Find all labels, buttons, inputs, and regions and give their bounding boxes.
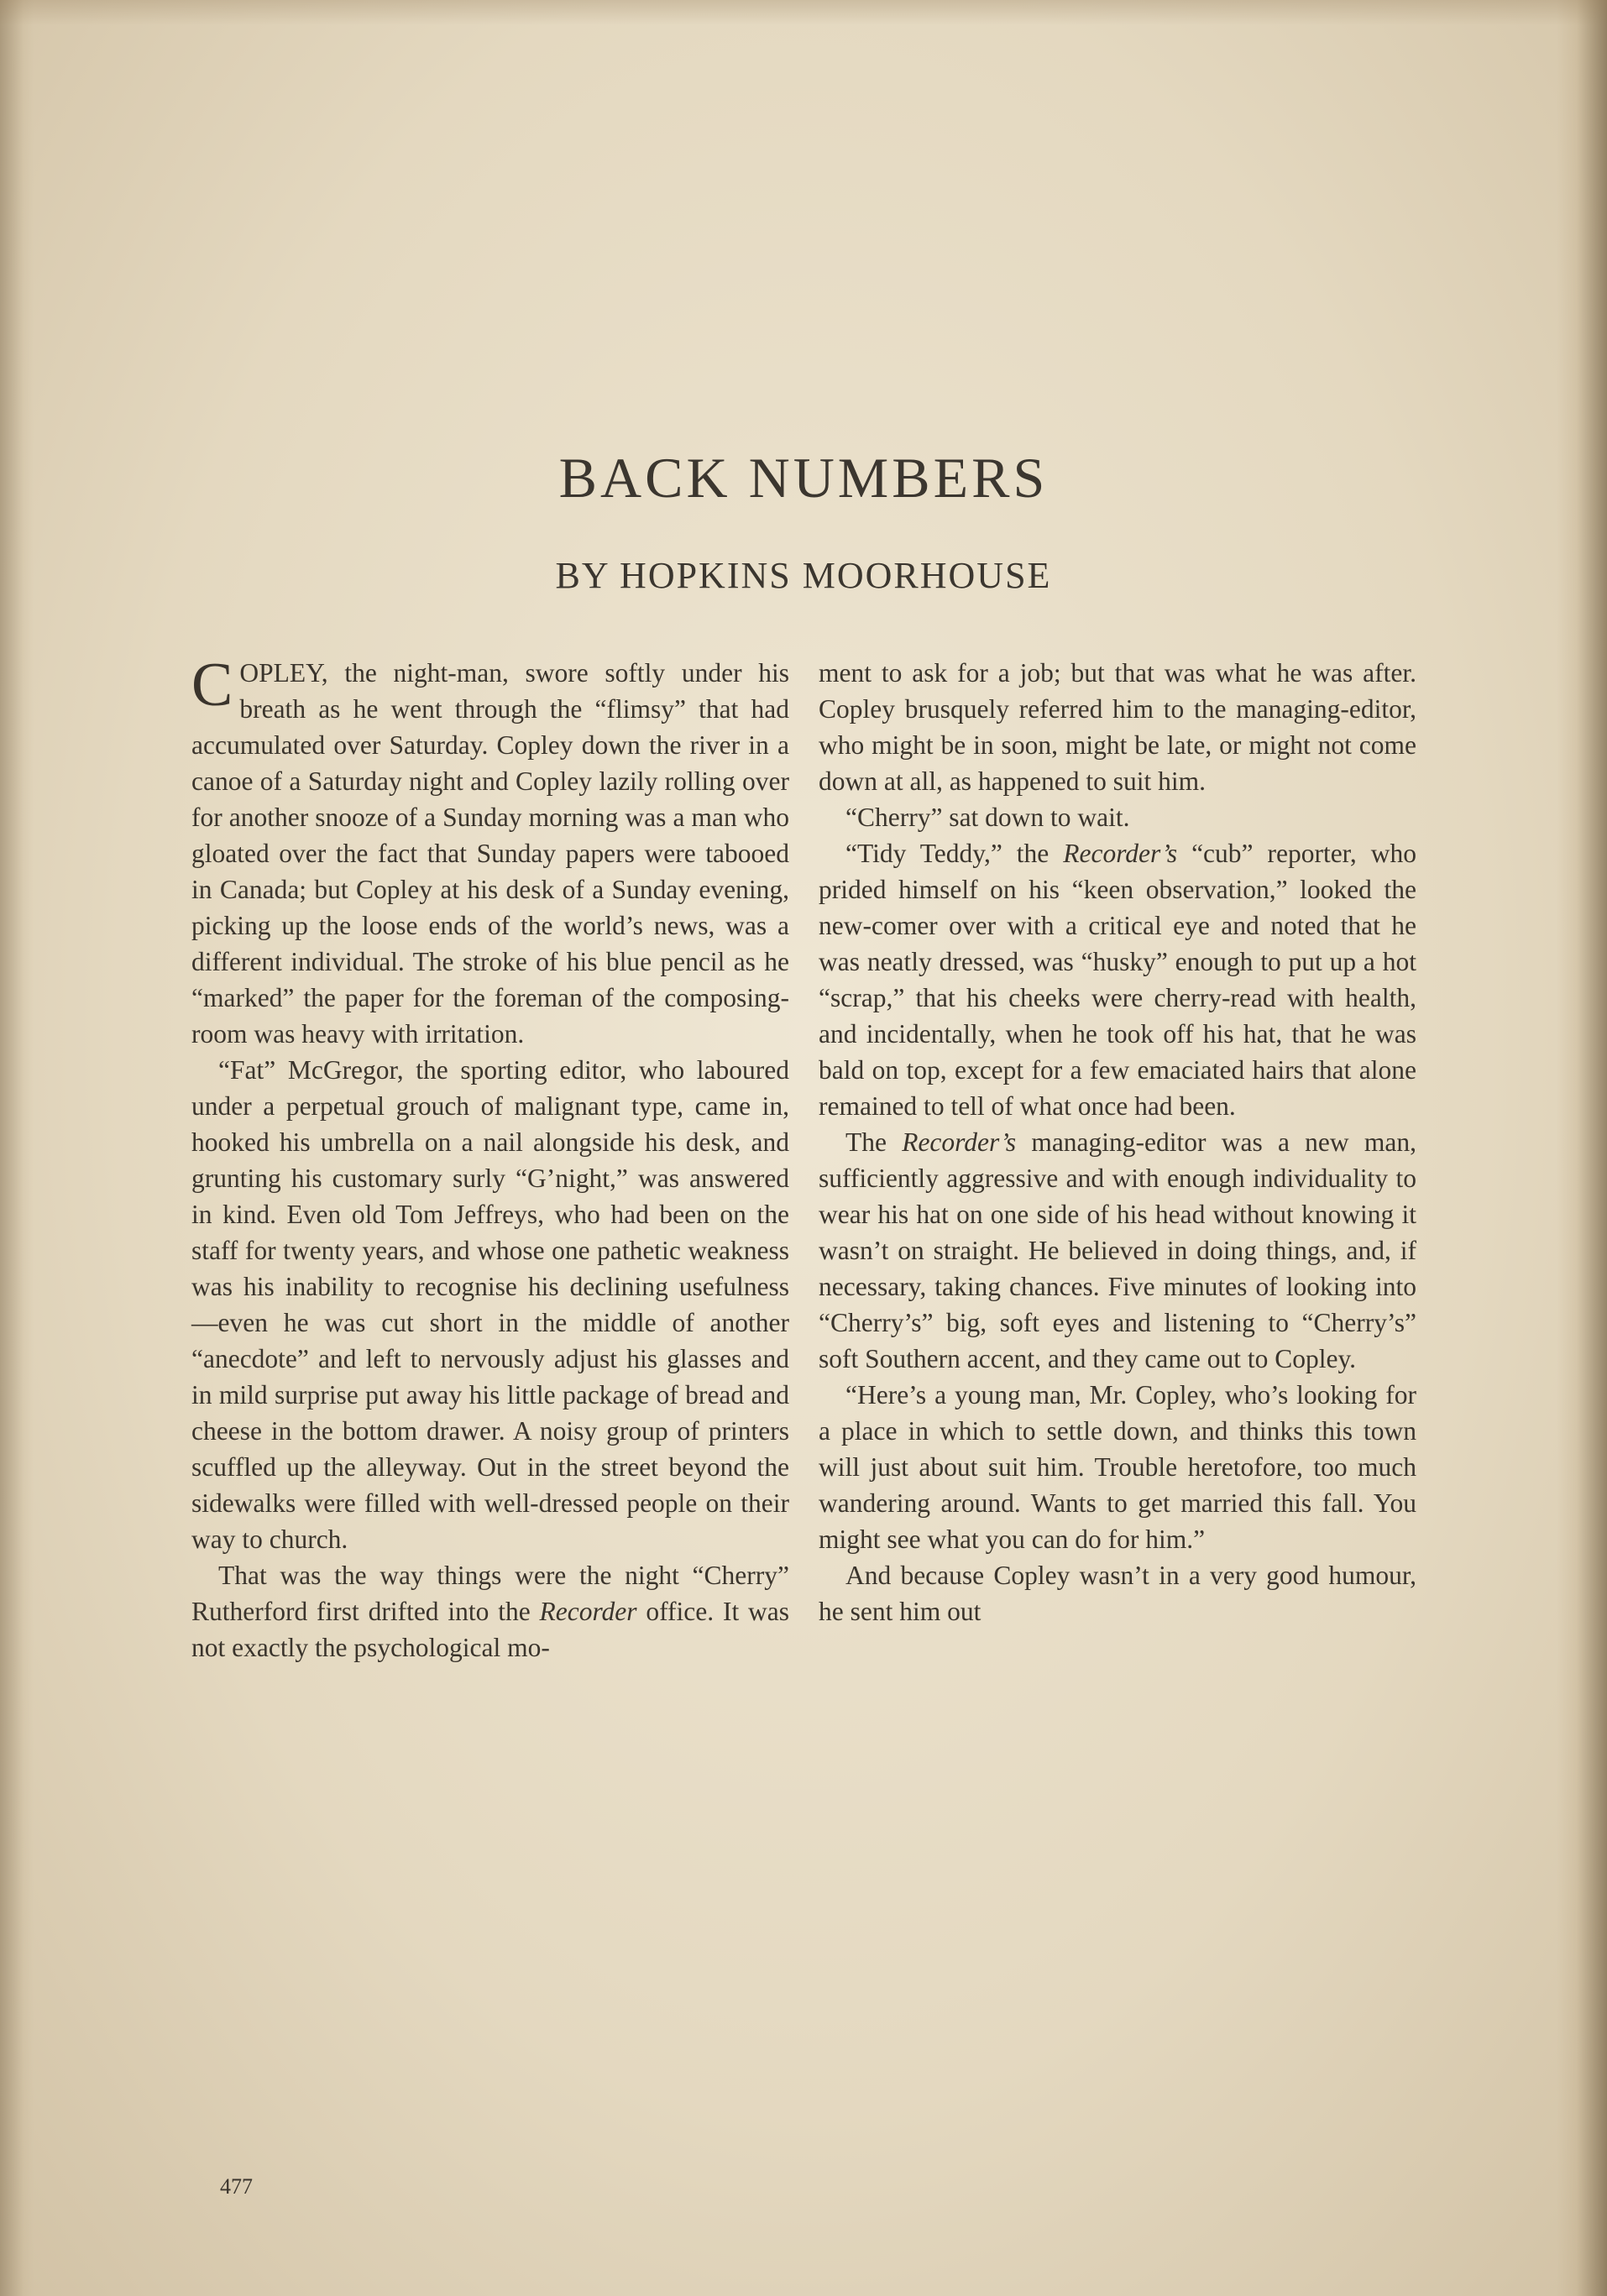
paragraph: “Here’s a young man, Mr. Copley, who’s looking for a place in which to settle down, and thinks this town will just about suit him. Trouble heretofore, too much wandering around. Wants to get married this fall. You might see what you can do for him.” (819, 1380, 1416, 1554)
paragraph: “Cherry” sat down to wait. (845, 803, 1130, 832)
left-column (191, 651, 790, 1666)
drop-cap: C (191, 651, 233, 719)
right-column (819, 655, 1416, 1629)
paragraph-text: “cub” reporter, who prided himself on his “keen observation,” looked the new-comer over with a critical eye and noted that he was neatly dressed, was “husky” enough to put up a hot “scrap,” that his cheeks were cherry-read with health, and incidentally, when he took off his hat, that he was bald on top, except for a few emaciated hairs that alone remained to tell of what once had been. (819, 839, 1416, 1121)
paragraph-text: The (845, 1127, 903, 1157)
article-title: BACK NUMBERS (558, 446, 1049, 510)
paragraph-text: managing-editor was a new man, sufficiently aggressive and with enough individuality to wear his hat on one side of his head without knowing it wasn’t on straight. He believed in doing things, and, if necessary, taking chances. Five minutes of looking into “Cherry’s” big, soft eyes and listening to “Cherry’s” soft Southern accent, and they came out to Copley. (819, 1127, 1416, 1373)
paragraph: And because Copley wasn’t in a very good humour, he sent him out (819, 1561, 1416, 1626)
page-edge-shadow-right (1557, 0, 1607, 2296)
article-byline: BY HOPKINS MOORHOUSE (555, 555, 1052, 596)
paragraph-text: That was the way things were the night “Cherry” Rutherford first drifted into the (191, 1561, 789, 1626)
italic-text: Recorder’s (902, 1127, 1017, 1157)
paragraph (819, 835, 1416, 1124)
page-edge-shadow-left (0, 0, 34, 2296)
paragraph: “Fat” McGregor, the sporting editor, who laboured under a perpetual grouch of malignant type, came in, hooked his umbrella on a nail alongside his desk, and grunting his customary surly “G’night,” was answered in kind. Even old Tom Jeffreys, who had been on the staff for twenty years, and whose one pathetic weakness was his inability to recognise his declining usefulness —even he was cut short in the middle of another “anecdote” and left to nervously adjust his glasses and in mild surprise put away his little package of bread and cheese in the bottom drawer. A noisy group of printers scuffled up the alleyway. Out in the street beyond the sidewalks were filled with well-dressed people on their way to church. (191, 1055, 789, 1554)
page-number: 477 (220, 2174, 253, 2199)
paragraph-text: OPLEY, the night-man, swore softly under his breath as he went through the “flimsy” that had accumulated over Saturday. Copley down the river in a canoe of a Saturday night and Copley lazily rolling over for another snooze of a Sunday morning was a man who gloated over the fact that Sunday papers were tabooed in Canada; but Copley at his desk of a Sunday evening, picking up the loose ends of the world’s news, was a different individual. The stroke of his blue pencil as he “marked” the paper for the foreman of the composing-room was heavy with irritation. (191, 658, 789, 1049)
paragraph-text: “Tidy Teddy,” the (845, 839, 1064, 868)
page-edge-shadow-top (0, 0, 1607, 25)
italic-text: Recorder’s (1063, 839, 1178, 868)
paragraph (191, 651, 789, 1052)
paragraph-text: office. It was not exactly the psychological mo- (191, 1597, 790, 1662)
paragraph (819, 1124, 1416, 1377)
paragraph (191, 1557, 789, 1666)
paragraph: ment to ask for a job; but that was what he was after. Copley brusquely referred him to the managing-editor, who might be in soon, might be late, or might not come down at all, as happened to suit him. (819, 658, 1416, 796)
italic-text: Recorder (539, 1597, 637, 1626)
